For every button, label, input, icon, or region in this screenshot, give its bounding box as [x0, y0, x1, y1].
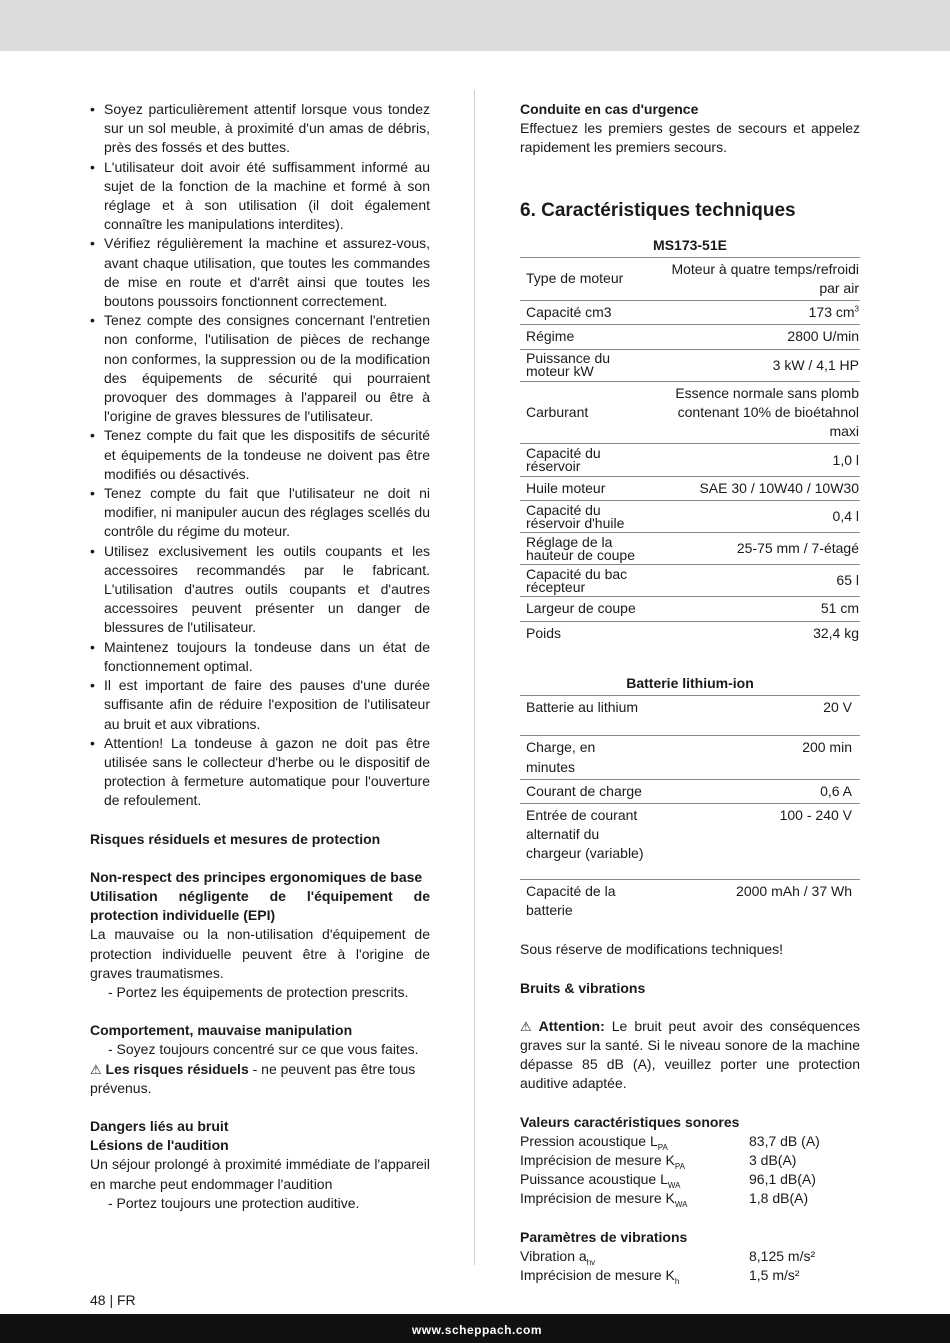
hearing-action: - Portez toujours une protection auditive.	[108, 1194, 360, 1211]
list-item: • L'utilisateur doit avoir été suffisamment informé au sujet de la fonction de la machine et formé à son réglage et à son utilisation (il doit également connaître les manipulations interdites).	[90, 158, 430, 235]
epi-text: La mauvaise ou la non-utilisation d'équipement de protection individuelle peuvent être à l'origine de graves traumatismes.	[90, 926, 430, 981]
table-row	[520, 736, 860, 779]
spec-label: Capacité du bac récepteur	[520, 565, 653, 597]
list-item: • Utilisez exclusivement les outils coupants et les accessoires recommandés par le fabricant. L'utilisation d'autres outils coupants et d'autres accessoires peuvent présenter un danger de blessures de l'utilisateur.	[90, 542, 430, 638]
spec-label: Largeur de coupe	[520, 597, 653, 621]
residual-risks-heading: Risques résiduels et mesures de protection	[90, 830, 381, 847]
spec-value: 25-75 mm / 7-étagé	[653, 533, 860, 565]
list-item: • Maintenez toujours la tondeuse dans un état de fonctionnement optimal.	[90, 638, 430, 676]
spec-value: Moteur à quatre temps/refroidi par air	[653, 257, 860, 300]
spec-value: 65 l	[653, 565, 860, 597]
vibration-label: Vibration $a_{hv}$	[520, 1247, 596, 1267]
reserve-note: Sous réserve de modifications techniques!	[520, 941, 784, 958]
battery-title: Batterie lithium-ion	[520, 674, 860, 696]
table-row	[520, 621, 860, 645]
sound-row	[520, 1151, 860, 1170]
attention-text: Le bruit peut avoir des conséquences graves sur la santé. Si le niveau sonore de la machine dépasse 85 dB (A), veuillez porter une protection auditive adaptée.	[520, 1017, 860, 1092]
table-row	[520, 381, 860, 444]
table-row	[520, 696, 860, 736]
epi-heading: Utilisation négligente de l'équipement de protection individuelle (EPI)	[90, 887, 430, 924]
section-heading: 6. Caractéristiques techniques	[520, 199, 796, 221]
battery-value: 0,6 A	[646, 779, 860, 803]
spec-label: Capacité cm3	[520, 301, 653, 325]
sound-label: Imprécision de mesure $K_{PA}$	[520, 1151, 685, 1171]
sound-value: 83,7 dB (A)	[749, 1132, 820, 1149]
table-row	[520, 349, 860, 381]
hearing-text: Un séjour prolongé à proximité immédiate de l'appareil en marche peut endommager l'audition	[90, 1156, 430, 1192]
attention-paragraph	[520, 1017, 860, 1094]
spec-value: 2800 U/min	[653, 325, 860, 349]
spec-value-sup: 3	[854, 304, 859, 314]
battery-value: 20 V	[646, 696, 860, 736]
sound-value: 1,8 dB(A)	[749, 1190, 809, 1207]
attention-bold: Attention:	[538, 1017, 605, 1034]
residual-warning	[90, 1060, 430, 1098]
table-row	[520, 325, 860, 349]
warning-icon: ⚠	[90, 1061, 102, 1077]
residual-warning-text: - ne peuvent pas être tous prévenus.	[90, 1060, 416, 1096]
spec-value: 32,4 kg	[813, 624, 859, 641]
spec-label: Type de moteur	[520, 257, 653, 300]
battery-label: Charge, en minutes	[520, 736, 646, 779]
sound-row	[520, 1189, 860, 1208]
table-row	[520, 879, 860, 922]
spec-value: 0,4 l	[653, 501, 860, 533]
sound-value: 3 dB(A)	[749, 1151, 797, 1168]
noise-vibration-heading: Bruits & vibrations	[520, 979, 646, 996]
battery-label: Capacité de la batterie	[526, 882, 616, 919]
epi-action: - Portez les équipements de protection prescrits.	[108, 983, 409, 1000]
sound-label: Pression acoustique $L_{PA}$	[520, 1132, 668, 1152]
vibration-row	[520, 1247, 860, 1266]
warning-icon: ⚠	[520, 1018, 532, 1034]
spec-label: Capacité du réservoir d'huile	[520, 501, 653, 533]
table-row	[520, 444, 860, 477]
ergonomics-heading: Non-respect des principes ergonomiques de base	[90, 868, 423, 885]
vibration-label: Imprécision de mesure $K_h$	[520, 1267, 680, 1286]
sound-value: 96,1 dB(A)	[749, 1171, 816, 1188]
spec-value	[653, 301, 860, 325]
list-item: • Soyez particulièrement attentif lorsque vous tondez sur un sol meuble, à proximité d'un amas de débris, près des fossés et des buttes.	[90, 100, 430, 158]
vibration-row	[520, 1266, 860, 1285]
residual-warning-bold: Les risques résiduels	[105, 1060, 249, 1077]
column-divider	[474, 90, 475, 1265]
list-item: • Vérifiez régulièrement la machine et assurez-vous, avant chaque utilisation, que toutes les commandes de mise en route et d'arrêt ainsi que toutes les boutons poussoirs fonctionnent correctement.	[90, 234, 430, 311]
sound-values-heading: Valeurs caractéristiques sonores	[520, 1113, 740, 1130]
table-row	[520, 597, 860, 621]
table-row	[520, 779, 860, 803]
specs-table	[520, 236, 860, 646]
sound-row	[520, 1132, 860, 1151]
list-item: • Il est important de faire des pauses d'une durée suffisante afin de réduire l'exposition de l'utilisateur au bruit et aux vibrations.	[90, 676, 430, 734]
battery-value: 2000 mAh / 37 Wh	[736, 882, 852, 899]
website-link[interactable]: www.scheppach.com	[411, 1323, 542, 1337]
battery-value: 200 min	[646, 736, 860, 779]
spec-value: 1,0 l	[653, 444, 860, 477]
spec-value: SAE 30 / 10W40 / 10W30	[653, 477, 860, 501]
list-item: • Tenez compte du fait que l'utilisateur ne doit ni modifier, ni manipuler aucun des réglages scellés du contrôle du régime du moteur.	[90, 484, 430, 542]
spec-label: Réglage de la hauteur de coupe	[520, 533, 653, 565]
list-item: • Attention! La tondeuse à gazon ne doit pas être utilisée sans le collecteur d'herbe ou le dispositif de protection à fermeture automatique pour l'ouverture de refoulement.	[90, 734, 430, 811]
table-row	[520, 565, 860, 597]
table-row	[520, 301, 860, 325]
sound-row	[520, 1170, 860, 1189]
vibration-heading: Paramètres de vibrations	[520, 1228, 688, 1245]
noise-danger-heading: Dangers liés au bruit	[90, 1117, 229, 1134]
spec-label: Capacité du réservoir	[520, 444, 653, 477]
sound-label: Imprécision de mesure $K_{WA}$	[520, 1190, 688, 1210]
footer-bar	[0, 1314, 950, 1343]
hearing-heading: Lésions de l'audition	[90, 1137, 229, 1154]
list-item: • Tenez compte des consignes concernant l'entretien non conforme, l'utilisation de pièces de rechange non conformes, la suppression ou de la modification des équipements de sécurité qui pourraient provoquer des dommages à l'appareil ou être à l'origine de graves blessures de l'utilisateur.	[90, 311, 430, 426]
model-name: MS173-51E	[520, 236, 860, 258]
spec-value: 3 kW / 4,1 HP	[653, 349, 860, 381]
vibration-value: 8,125 m/s²	[749, 1247, 816, 1264]
sound-label: Puissance acoustique $L_{WA}$	[520, 1171, 681, 1190]
emergency-text: Effectuez les premiers gestes de secours et appelez rapidement les premiers secours.	[520, 120, 860, 156]
spec-label: Régime	[520, 325, 653, 349]
table-row	[520, 257, 860, 300]
spec-label: Huile moteur	[520, 477, 653, 501]
table-row	[520, 533, 860, 565]
behaviour-action: - Soyez toujours concentré sur ce que vous faites.	[108, 1041, 419, 1058]
battery-label: Entrée de courant alternatif du chargeur (variable)	[520, 803, 646, 879]
top-band	[0, 0, 950, 51]
battery-label: Batterie au lithium	[520, 696, 646, 736]
battery-label: Courant de charge	[520, 779, 646, 803]
battery-table	[520, 674, 860, 922]
emergency-heading: Conduite en cas d'urgence	[520, 101, 699, 117]
safety-bullet-list	[90, 100, 430, 811]
page-number: 48 | FR	[90, 1292, 136, 1308]
spec-value: Essence normale sans plomb contenant 10% de bioétahnol maxi	[653, 381, 860, 444]
battery-value: 100 - 240 V	[646, 803, 860, 879]
vibration-value: 1,5 m/s²	[749, 1267, 800, 1283]
table-row	[520, 501, 860, 533]
left-column	[90, 100, 430, 1213]
table-row	[520, 477, 860, 501]
spec-label: Carburant	[520, 381, 653, 444]
spec-value: 51 cm	[653, 597, 860, 621]
right-column	[520, 100, 860, 1285]
spec-label: Poids	[526, 624, 562, 641]
spec-value-text: 173 cm	[808, 304, 855, 321]
table-row	[520, 803, 860, 879]
list-item: • Tenez compte du fait que les dispositifs de sécurité et équipements de la tondeuse ne doivent pas être modifiés ou désactivés.	[90, 426, 430, 484]
behaviour-heading: Comportement, mauvaise manipulation	[90, 1022, 353, 1039]
spec-label: Puissance du moteur kW	[520, 349, 653, 381]
